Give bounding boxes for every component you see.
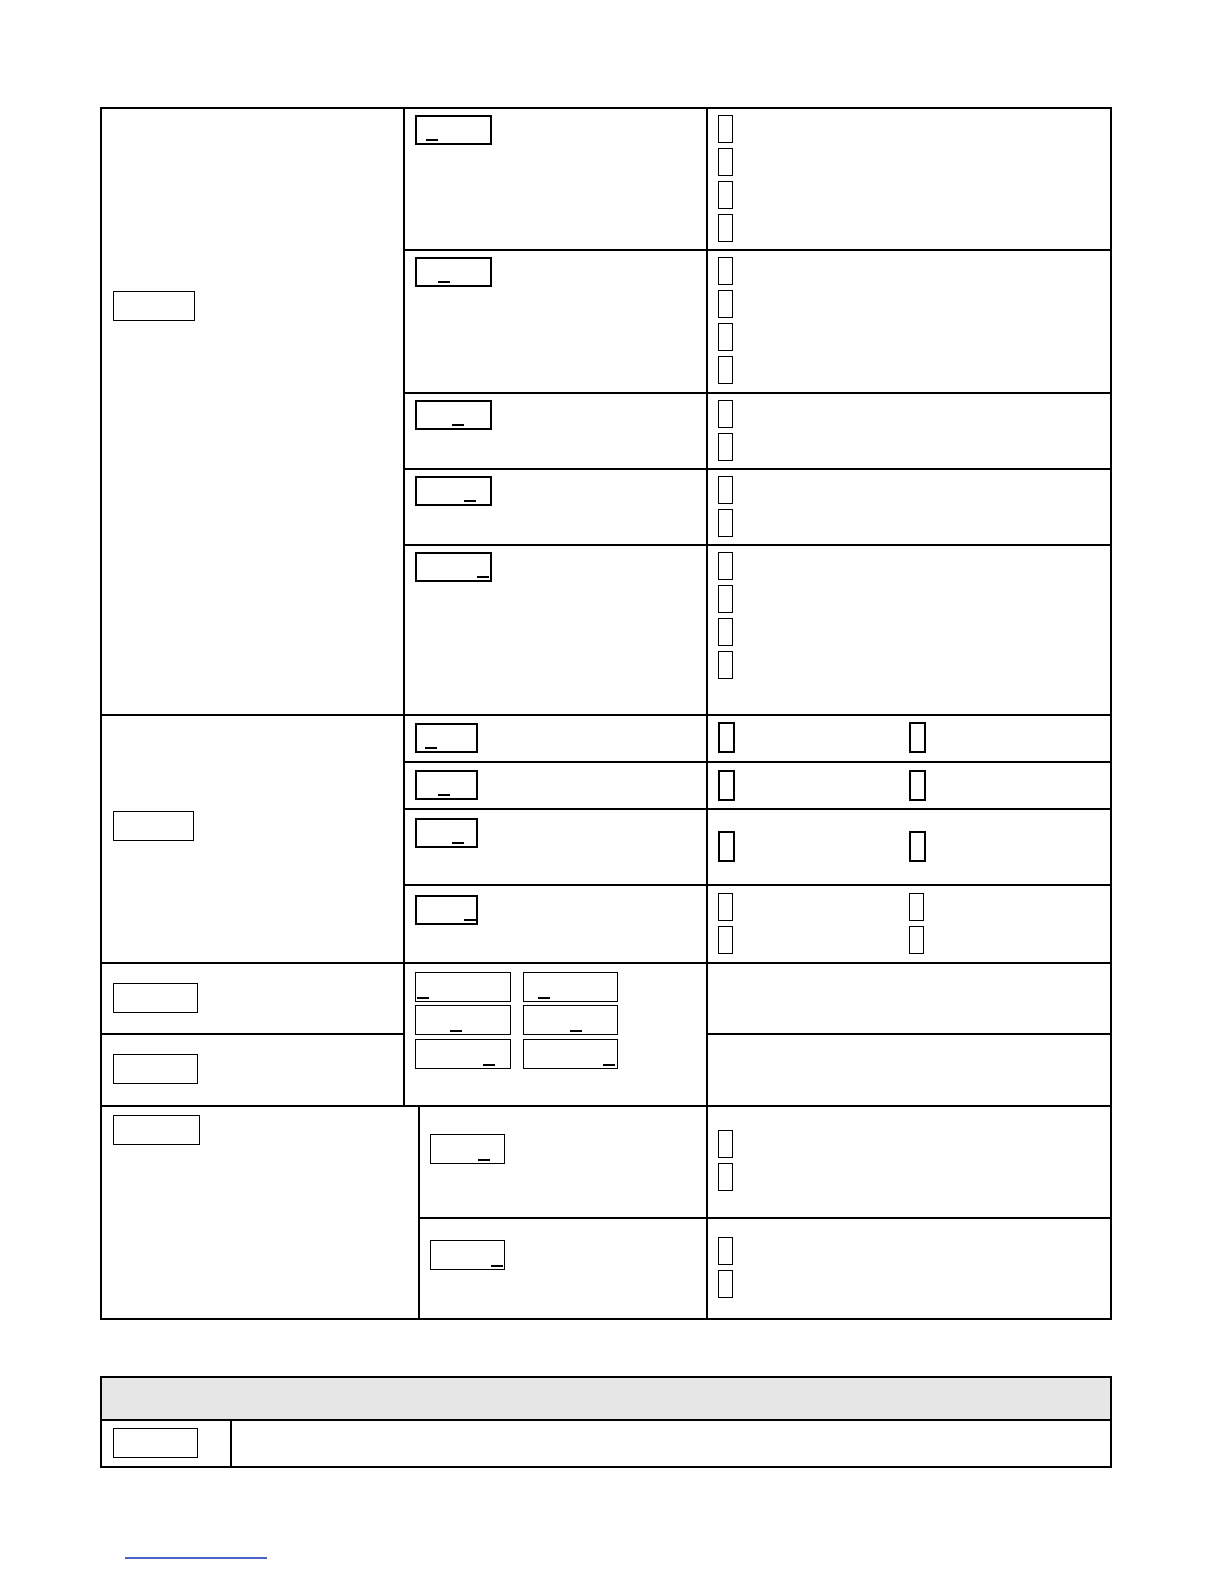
checkbox[interactable] (718, 476, 733, 504)
checkbox[interactable] (909, 926, 924, 954)
checkbox[interactable] (718, 148, 733, 176)
text-cursor (425, 747, 437, 749)
section-a-label-field[interactable] (113, 291, 195, 321)
section-d-label-field[interactable] (113, 1054, 198, 1084)
text-cursor (452, 424, 464, 426)
row-divider (100, 1033, 405, 1035)
checkbox[interactable] (718, 1163, 733, 1191)
checkbox[interactable] (718, 1130, 733, 1158)
table-border-top (100, 1376, 1112, 1378)
checkbox[interactable] (718, 552, 733, 580)
text-cursor (426, 139, 438, 141)
checkbox[interactable] (718, 356, 733, 384)
table-border-bottom (100, 1318, 1112, 1320)
code-input[interactable] (415, 400, 492, 430)
text-cursor (464, 919, 476, 921)
checkbox[interactable] (718, 290, 733, 318)
code-input[interactable] (415, 1039, 511, 1069)
row-divider (403, 392, 1112, 394)
code-input[interactable] (415, 552, 492, 582)
column-divider (230, 1419, 232, 1468)
checkbox[interactable] (909, 722, 926, 753)
checkbox[interactable] (909, 770, 926, 801)
text-cursor (477, 576, 489, 578)
code-input[interactable] (415, 723, 478, 753)
code-input[interactable] (415, 972, 511, 1002)
text-cursor (603, 1064, 615, 1066)
checkbox[interactable] (718, 181, 733, 209)
section-e-label-field[interactable] (113, 1115, 200, 1145)
section-divider (100, 1105, 1112, 1107)
text-cursor (452, 842, 464, 844)
footer-link[interactable] (125, 1557, 267, 1559)
row-divider (100, 1419, 1112, 1421)
code-input[interactable] (523, 972, 618, 1002)
checkbox[interactable] (718, 585, 733, 613)
code-input[interactable] (415, 476, 492, 506)
code-input[interactable] (415, 115, 492, 145)
row-divider (403, 808, 1112, 810)
summary-header-row (102, 1378, 1110, 1420)
row-divider (403, 249, 1112, 251)
text-cursor (478, 1159, 490, 1161)
checkbox[interactable] (718, 323, 733, 351)
text-cursor (483, 1064, 495, 1066)
code-input[interactable] (430, 1240, 505, 1270)
checkbox[interactable] (718, 257, 733, 285)
code-input[interactable] (523, 1039, 618, 1069)
code-input[interactable] (430, 1134, 505, 1164)
row-divider (403, 761, 1112, 763)
checkbox[interactable] (909, 831, 926, 862)
section-divider (100, 962, 1112, 964)
row-divider (403, 884, 1112, 886)
checkbox[interactable] (718, 1270, 733, 1298)
text-cursor (438, 281, 450, 283)
checkbox[interactable] (718, 770, 735, 801)
checkbox[interactable] (909, 893, 924, 921)
checkbox[interactable] (718, 214, 733, 242)
checkbox[interactable] (718, 651, 733, 679)
table-border-right (1110, 1376, 1112, 1468)
checkbox[interactable] (718, 926, 733, 954)
text-cursor (570, 1030, 582, 1032)
checkbox[interactable] (718, 722, 735, 753)
summary-label-field[interactable] (113, 1428, 198, 1458)
text-cursor (417, 997, 429, 999)
text-cursor (538, 997, 550, 999)
row-divider (403, 544, 1112, 546)
code-input[interactable] (415, 257, 492, 287)
checkbox[interactable] (718, 618, 733, 646)
section-divider (100, 714, 1112, 716)
text-cursor (438, 794, 450, 796)
row-divider (706, 1033, 1112, 1035)
table-border-left (100, 1376, 102, 1468)
checkbox[interactable] (718, 1237, 733, 1265)
code-input[interactable] (415, 895, 478, 925)
section-c-label-field[interactable] (113, 983, 198, 1013)
checkbox[interactable] (718, 115, 733, 143)
row-divider (418, 1217, 1112, 1219)
table-border-top (100, 107, 1112, 109)
checkbox[interactable] (718, 893, 733, 921)
code-input[interactable] (415, 1005, 511, 1035)
text-cursor (491, 1265, 503, 1267)
checkbox[interactable] (718, 831, 735, 862)
checkbox[interactable] (718, 433, 733, 461)
code-input[interactable] (523, 1005, 618, 1035)
text-cursor (464, 500, 476, 502)
checkbox[interactable] (718, 509, 733, 537)
text-cursor (450, 1030, 462, 1032)
checkbox[interactable] (718, 400, 733, 428)
section-b-label-field[interactable] (113, 811, 194, 841)
row-divider (403, 468, 1112, 470)
column-divider-1 (403, 107, 405, 1106)
column-divider-1b (418, 1105, 420, 1320)
code-input[interactable] (415, 770, 478, 800)
code-input[interactable] (415, 818, 478, 848)
table-border-bottom (100, 1466, 1112, 1468)
